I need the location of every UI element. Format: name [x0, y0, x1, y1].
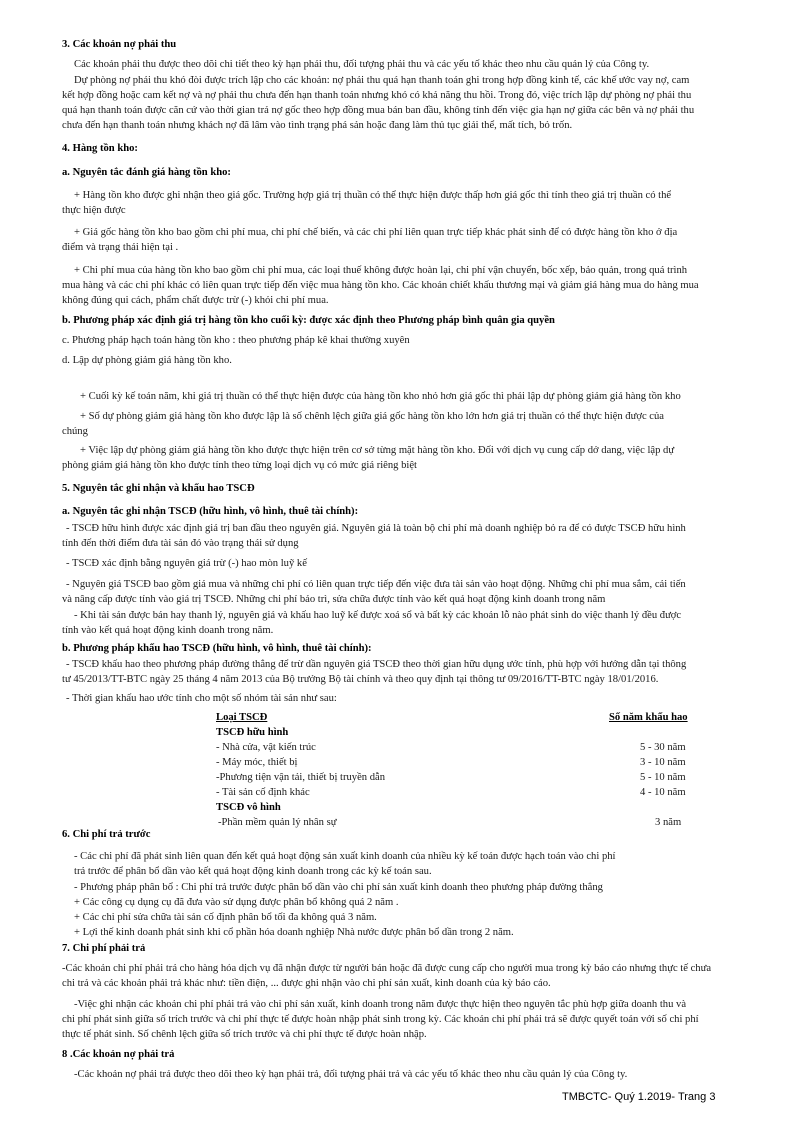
s3-p2-line-2: kết hợp đồng hoặc cam kết nợ và nợ phải thu chưa đến hạn thanh toán nhưng khó có khả năng thu hồi. Trong đó, việc trích lập dự phòng nợ phải thu	[62, 90, 692, 101]
s6-p3: + Các công cụ dụng cụ đã đưa vào sử dụng được phân bổ không quá 2 năm .	[74, 897, 399, 908]
s4-b-heading: b. Phương pháp xác định giá trị hàng tồn kho cuối kỳ: được xác định theo Phương pháp bình quân gia quyền	[62, 315, 555, 326]
s4-a-heading: a. Nguyên tắc đánh giá hàng tồn kho:	[62, 167, 231, 178]
s5-b-heading: b. Phương pháp khấu hao TSCĐ (hữu hình, vô hình, thuê tài chính):	[62, 643, 372, 654]
section-7-heading: 7. Chi phí phải trả	[62, 943, 146, 954]
table-row-years: 3 - 10 năm	[640, 757, 686, 768]
s8-p1: -Các khoản nợ phải trả được theo dõi theo kỳ hạn phải trả, đối tượng phải trả và các yếu tố khác theo nhu cầu quản lý của Công ty.	[74, 1069, 628, 1080]
s7-p2-line-2: chi phí phát sinh giữa số trích trước và chi phí thực tế được hoàn nhập phát sinh trong kỳ. Các khoản chi phí phải trả sẽ được quyết toán với số chi phí	[62, 1014, 699, 1025]
s4-d3-line-2: phòng giảm giá hàng tồn kho được tính theo từng loại dịch vụ có mức giá riêng biệt	[62, 460, 417, 471]
s5-b1-line-1: - TSCĐ khấu hao theo phương pháp đường thẳng để trừ dần nguyên giá TSCĐ theo thời gian hữu dụng ước tính, phù hợp với hướng dẫn tại thông	[66, 659, 687, 670]
s7-p2-line-1: -Việc ghi nhận các khoản chi phí phải trả vào chi phí sản xuất, kinh doanh trong năm được thực hiện theo nguyên tắc phù hợp giữa doanh thu và	[74, 999, 687, 1010]
s5-b2: - Thời gian khấu hao ước tính cho một số nhóm tài sản như sau:	[66, 693, 337, 704]
s6-p1-line-2: trả trước để phân bổ dần vào kết quả hoạt động kinh doanh trong các kỳ kế toán sau.	[74, 866, 432, 877]
table-group-tangible: TSCĐ hữu hình	[216, 727, 289, 738]
s4-d3-line-1: + Việc lập dự phòng giảm giá hàng tồn kho được thực hiện trên cơ sở từng mặt hàng tồn kho. Đối với dịch vụ cung cấp dở dang, việc lập dự	[80, 445, 675, 456]
table-row-name: -Phương tiện vận tải, thiết bị truyền dẫn	[216, 772, 386, 783]
s5-a3-line-2: và nâng cấp được tính vào giá trị TSCĐ. Những chi phí bảo trì, sửa chữa được tính vào kết quả hoạt động kinh doanh trong năm	[62, 594, 606, 605]
s7-p1-line-1: -Các khoản chi phí phải trả cho hàng hóa dịch vụ đã nhận được từ người bán hoặc đã được cung cấp cho người mua trong kỳ báo cáo nhưng thực tế chưa	[62, 963, 712, 974]
s4-d2-line-2: chúng	[62, 426, 88, 437]
s4-a2-line-1: + Giá gốc hàng tồn kho bao gồm chi phí mua, chi phí chế biến, và các chi phí liên quan trực tiếp khác phát sinh để có được hàng tồn kho ở địa	[74, 227, 678, 238]
page-footer: TMBCTC- Quý 1.2019- Trang 3	[562, 1091, 716, 1103]
s6-p2: - Phương pháp phân bổ : Chi phí trả trước được phân bổ dần vào chi phí sản xuất kinh doanh theo phương pháp đường thẳng	[74, 882, 603, 893]
s5-a-heading: a. Nguyên tắc ghi nhận TSCĐ (hữu hình, vô hình, thuê tài chính):	[62, 506, 359, 517]
table-row-name: - Tài sản cố định khác	[216, 787, 310, 798]
s4-c-line: c. Phương pháp hạch toán hàng tồn kho : theo phương pháp kê khai thường xuyên	[62, 335, 410, 346]
s3-p2-line-1: Dự phòng nợ phải thu khó đòi được trích lập cho các khoản: nợ phải thu quá hạn thanh toán ghi trong hợp đồng kinh tế, các khế ước vay nợ, cam	[74, 75, 690, 86]
s5-a1-line-2: tính đến thời điểm đưa tài sản đó vào trạng thái sử dụng	[62, 538, 299, 549]
table-row-years: 4 - 10 năm	[640, 787, 686, 798]
s3-p2-line-3: quá hạn thanh toán được căn cứ vào thời gian trả nợ gốc theo hợp đồng mua bán ban đầu, không tính đến việc gia hạn nợ giữa các bên và nợ phải thu	[62, 105, 695, 116]
s4-d-line: d. Lập dự phòng giảm giá hàng tồn kho.	[62, 355, 232, 366]
table-header-asset-type: Loại TSCĐ	[216, 712, 268, 723]
section-6-heading: 6. Chi phí trả trước	[62, 829, 151, 840]
s4-a1-line-1: + Hàng tồn kho được ghi nhận theo giá gốc. Trường hợp giá trị thuần có thể thực hiện được thấp hơn giá gốc thì tính theo giá trị thuần có thể	[74, 190, 672, 201]
table-row-years: 5 - 10 năm	[640, 772, 686, 783]
table-row-years: 5 - 30 năm	[640, 742, 686, 753]
s4-a3-line-3: không đúng qui cách, phẩm chất được trừ (-) khỏi chi phí mua.	[62, 295, 329, 306]
section-5-heading: 5. Nguyên tắc ghi nhận và khấu hao TSCĐ	[62, 483, 255, 494]
s3-p2-line-4: chưa đến hạn thanh toán nhưng khách nợ đã lâm vào tình trạng phá sản hoặc đang làm thủ tục giải thể, mất tích, bỏ trốn.	[62, 120, 573, 131]
section-3-heading: 3. Các khoản nợ phải thu	[62, 39, 177, 50]
s5-a1-line-1: - TSCĐ hữu hình được xác định giá trị ban đầu theo nguyên giá. Nguyên giá là toàn bộ chi phí mà doanh nghiệp bỏ ra để có được TSCĐ hữu hình	[66, 523, 686, 534]
s6-p5: + Lợi thế kinh doanh phát sinh khi cổ phần hóa doanh nghiệp Nhà nước được phân bổ dần trong 2 năm.	[74, 927, 514, 938]
section-4-heading: 4. Hàng tồn kho:	[62, 143, 138, 154]
table-header-years: Số năm khấu hao	[609, 712, 688, 723]
s5-a2: - TSCĐ xác định bằng nguyên giá trừ (-) hao mòn luỹ kế	[66, 558, 307, 569]
s5-a3-line-1: - Nguyên giá TSCĐ bao gồm giá mua và những chi phí có liên quan trực tiếp đến việc đưa tài sản vào hoạt động. Những chi phí mua sắm, cải tiến	[66, 579, 686, 590]
section-8-heading: 8 .Các khoản nợ phải trả	[62, 1049, 175, 1060]
s3-paragraph-1: Các khoản phải thu được theo dõi chi tiết theo kỳ hạn phải thu, đối tượng phải thu và các yếu tố khác theo nhu cầu quản lý của Công ty.	[74, 59, 650, 70]
table-row-name: -Phần mềm quản lý nhân sự	[218, 817, 337, 828]
s4-a1-line-2: thực hiện được	[62, 205, 126, 216]
s4-a3-line-1: + Chi phí mua của hàng tồn kho bao gồm chi phí mua, các loại thuế không được hoàn lại, chi phí vận chuyển, bốc xếp, bảo quản, trong quá trình	[74, 265, 688, 276]
s5-a4-line-2: tính vào kết quả hoạt động kinh doanh trong năm.	[62, 625, 274, 636]
table-row-years: 3 năm	[655, 817, 682, 828]
s7-p2-line-3: thực tế phát sinh. Số chênh lệch giữa số trích trước và chi phí thực tế được hoàn nhập.	[62, 1029, 427, 1040]
table-row-name: - Máy móc, thiết bị	[216, 757, 298, 768]
table-group-intangible: TSCĐ vô hình	[216, 802, 281, 813]
s6-p1-line-1: - Các chi phí đã phát sinh liên quan đến kết quả hoạt động sản xuất kinh doanh của nhiều kỳ kế toán được hạch toán vào chi phí	[74, 851, 616, 862]
s5-a4-line-1: - Khi tài sản được bán hay thanh lý, nguyên giá và khấu hao luỹ kế được xoá sổ và bất kỳ các khoản lỗ nào phát sinh do việc thanh lý đều được	[74, 610, 682, 621]
s4-d2-line-1: + Số dự phòng giảm giá hàng tồn kho được lập là số chênh lệch giữa giá gốc hàng tồn kho lớn hơn giá trị thuần có thể thực hiện được của	[80, 411, 665, 422]
s4-d1: + Cuối kỳ kế toán năm, khi giá trị thuần có thể thực hiện được của hàng tồn kho nhỏ hơn giá gốc thì phải lập dự phòng giảm giá hàng tồn kho	[80, 391, 681, 402]
table-row-name: - Nhà cửa, vật kiến trúc	[216, 742, 316, 753]
s5-b1-line-2: tư 45/2013/TT-BTC ngày 25 tháng 4 năm 2013 của Bộ trưởng Bộ tài chính và theo quy định tại thông tư 09/2016/TT-BTC ngày 18/01/2016.	[62, 674, 659, 685]
s7-p1-line-2: chi trả và các khoản phải trả khác như: tiền điện, ... được ghi nhận vào chi phí sản xuất, kinh doanh của kỳ báo cáo.	[62, 978, 551, 989]
s6-p4: + Các chi phí sửa chữa tài sản cố định phân bổ tối đa không quá 3 năm.	[74, 912, 377, 923]
s4-a3-line-2: mua hàng và các chi phí khác có liên quan trực tiếp đến việc mua hàng tồn kho. Các khoản chiết khấu thương mại và giảm giá hàng mua do hàng mua	[62, 280, 699, 291]
s4-a2-line-2: điểm và trạng thái hiện tại .	[62, 242, 179, 253]
